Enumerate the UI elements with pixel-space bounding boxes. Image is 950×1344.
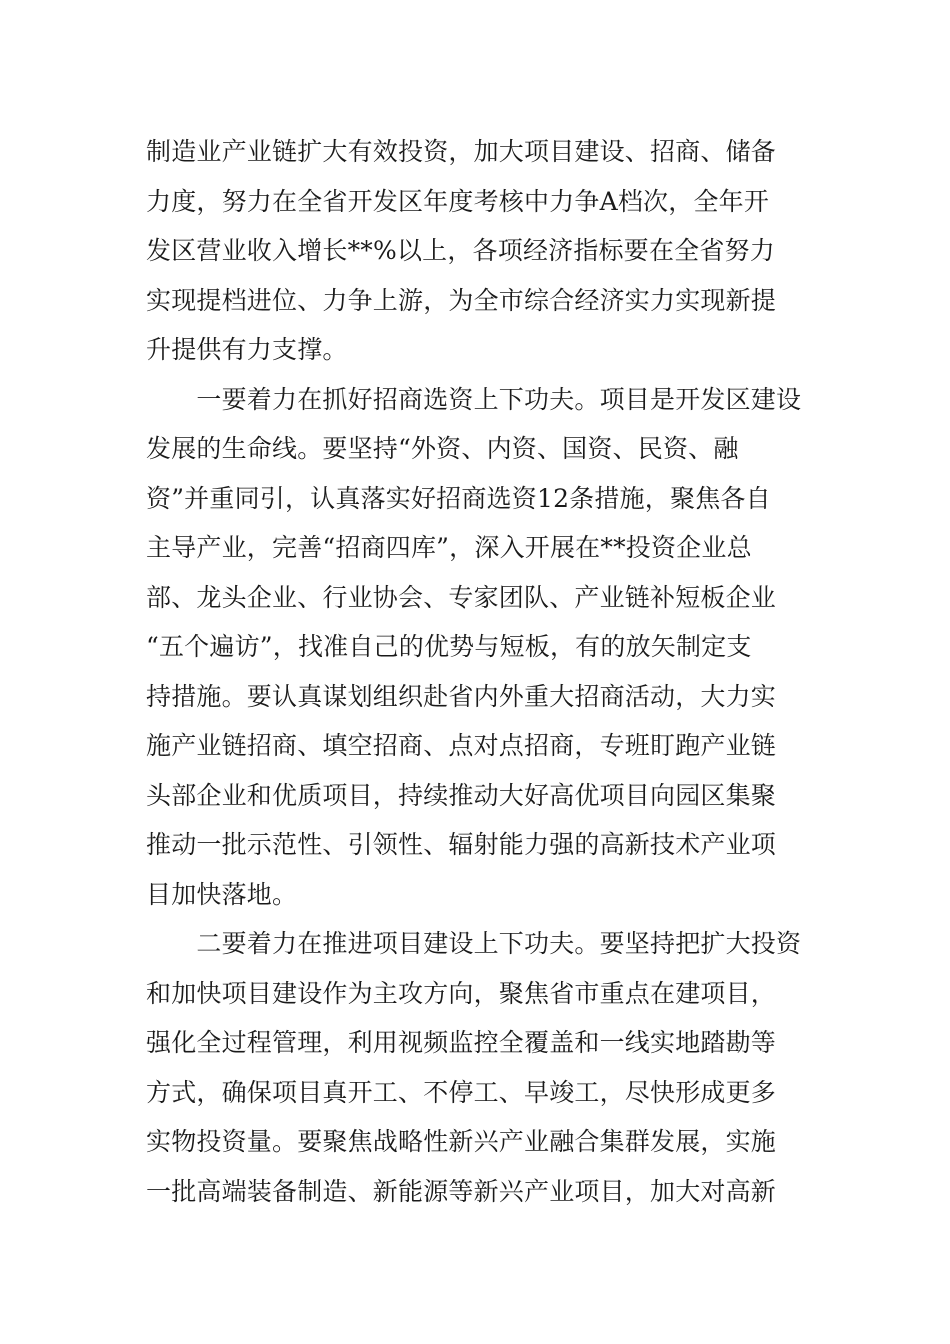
text-line: 和加快项目建设作为主攻方向，聚焦省市重点在建项目， [146, 978, 777, 1008]
paragraph-2-first-line: 二要着力在推进项目建设上下功夫。要坚持把扩大投资 [146, 929, 802, 958]
text-line: 制造业产业链扩大有效投资，加大项目建设、招商、储备 [146, 137, 777, 166]
text-line: 施产业链招商、填空招商、点对点招商，专班盯跑产业链 [146, 731, 777, 760]
text-line: 头部企业和优质项目，持续推动大好高优项目向园区集聚 [146, 780, 777, 810]
text-line: 力度，努力在全省开发区年度考核中力争A档次，全年开 [146, 186, 770, 216]
text-line: 发展的生命线。要坚持“外资、内资、国资、民资、融 [146, 434, 739, 463]
text-line: 持措施。要认真谋划组织赴省内外重大招商活动，大力实 [146, 681, 777, 711]
text-line: “五个遍访”，找准自己的优势与短板，有的放矢制定支 [146, 632, 752, 661]
text-line: 实现提档进位、力争上游，为全市综合经济实力实现新提 [146, 285, 777, 315]
text-line: 强化全过程管理，利用视频监控全覆盖和一线实地踏勘等 [146, 1028, 777, 1057]
text-line: 发区营业收入增长**%以上，各项经济指标要在全省努力 [146, 236, 775, 265]
text-line: 方式，确保项目真开工、不停工、早竣工，尽快形成更多 [146, 1077, 777, 1107]
text-line: 目加快落地。 [146, 879, 298, 909]
text-line: 一批高端装备制造、新能源等新兴产业项目，加大对高新 [146, 1176, 777, 1206]
text-line: 部、龙头企业、行业协会、专家团队、产业链补短板企业 [146, 582, 777, 612]
text-line: 主导产业，完善“招商四库”，深入开展在**投资企业总 [146, 533, 752, 562]
body-text [146, 127, 811, 1216]
text-line: 推动一批示范性、引领性、辐射能力强的高新技术产业项 [146, 830, 777, 859]
paragraph-1-first-line: 一要着力在抓好招商选资上下功夫。项目是开发区建设 [146, 384, 802, 414]
text-line: 资”并重同引，认真落实好招商选资12条措施，聚焦各自 [146, 483, 771, 513]
text-line: 升提供有力支撑。 [146, 335, 348, 364]
text-line: 实物投资量。要聚焦战略性新兴产业融合集群发展，实施 [146, 1127, 777, 1156]
